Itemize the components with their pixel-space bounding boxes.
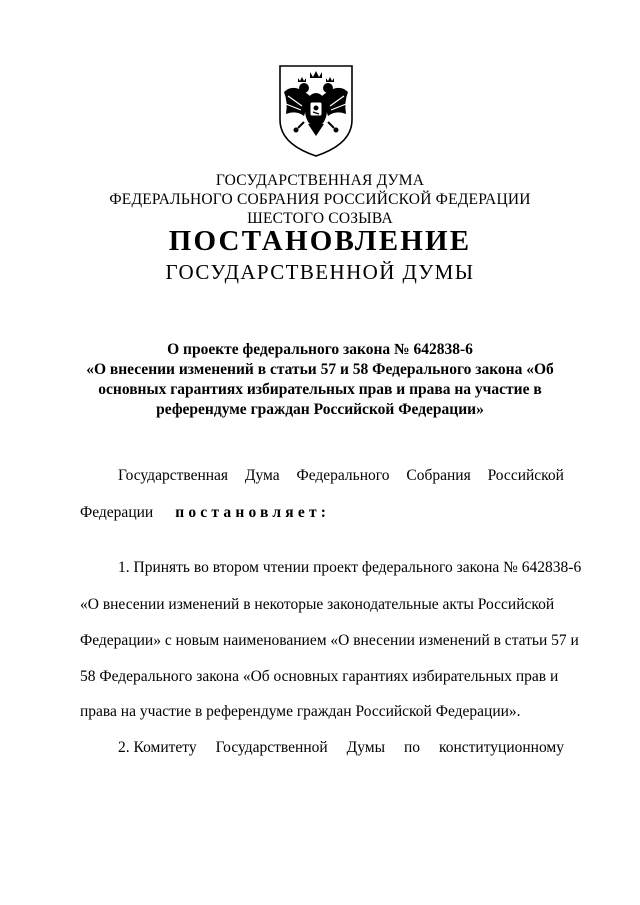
preamble-line-2-start: Федерации [80, 504, 154, 521]
header-line-2: ФЕДЕРАЛЬНОГО СОБРАНИЯ РОССИЙСКОЙ ФЕДЕРАЦИИ [109, 191, 531, 208]
preamble-word: Российской [487, 467, 564, 484]
header-line-3: ШЕСТОГО СОЗЫВА [247, 210, 393, 227]
preamble-line-2 [80, 503, 564, 522]
subject-line-4: референдуме граждан Российской Федерации» [156, 401, 484, 418]
russian-coat-of-arms-icon [274, 62, 358, 158]
header-line-1: ГОСУДАРСТВЕННАЯ ДУМА [215, 172, 425, 189]
item-2-line-1 [118, 738, 564, 757]
subject-line-1: О проекте федерального закона № 642838-6 [167, 341, 473, 358]
item-1-line-5: права на участие в референдуме граждан Российской Федерации». [80, 703, 521, 720]
emblem [274, 62, 358, 158]
preamble-word: Государственная [118, 467, 229, 484]
item-1-line-3: Федерации» с новым наименованием «О внесении изменений в статьи 57 и [80, 632, 579, 649]
preamble-word: Собрания [406, 467, 471, 484]
item-1-line-4: 58 Федерального закона «Об основных гарантиях избирательных прав и [80, 668, 559, 685]
item-2-word: конституционному [438, 739, 564, 756]
item-1-line-2: «О внесении изменений в некоторые законодательные акты Российской [80, 596, 555, 613]
item-2-word: Государственной [215, 739, 328, 756]
document-type-title: ПОСТАНОВЛЕНИЕ [168, 225, 472, 257]
document-header [0, 171, 640, 228]
subject-line-3: основных гарантиях избирательных прав и права на участие в [98, 381, 542, 398]
document-subject [0, 340, 640, 420]
document-issuer: ГОСУДАРСТВЕННОЙ ДУМЫ [165, 260, 475, 284]
preamble-line-1 [118, 466, 564, 485]
decree-word: постановляет: [175, 504, 331, 521]
item-1-line-1: 1. Принять во втором чтении проект федерального закона № 642838-6 [118, 559, 582, 576]
item-2-word: Думы [346, 739, 385, 756]
item-2-word: 2. Комитету [118, 739, 197, 756]
item-2-word: по [403, 739, 421, 756]
subject-line-2: «О внесении изменений в статьи 57 и 58 Федерального закона «Об [86, 361, 554, 378]
preamble-word: Федерального [296, 467, 390, 484]
preamble-word: Дума [244, 467, 280, 484]
